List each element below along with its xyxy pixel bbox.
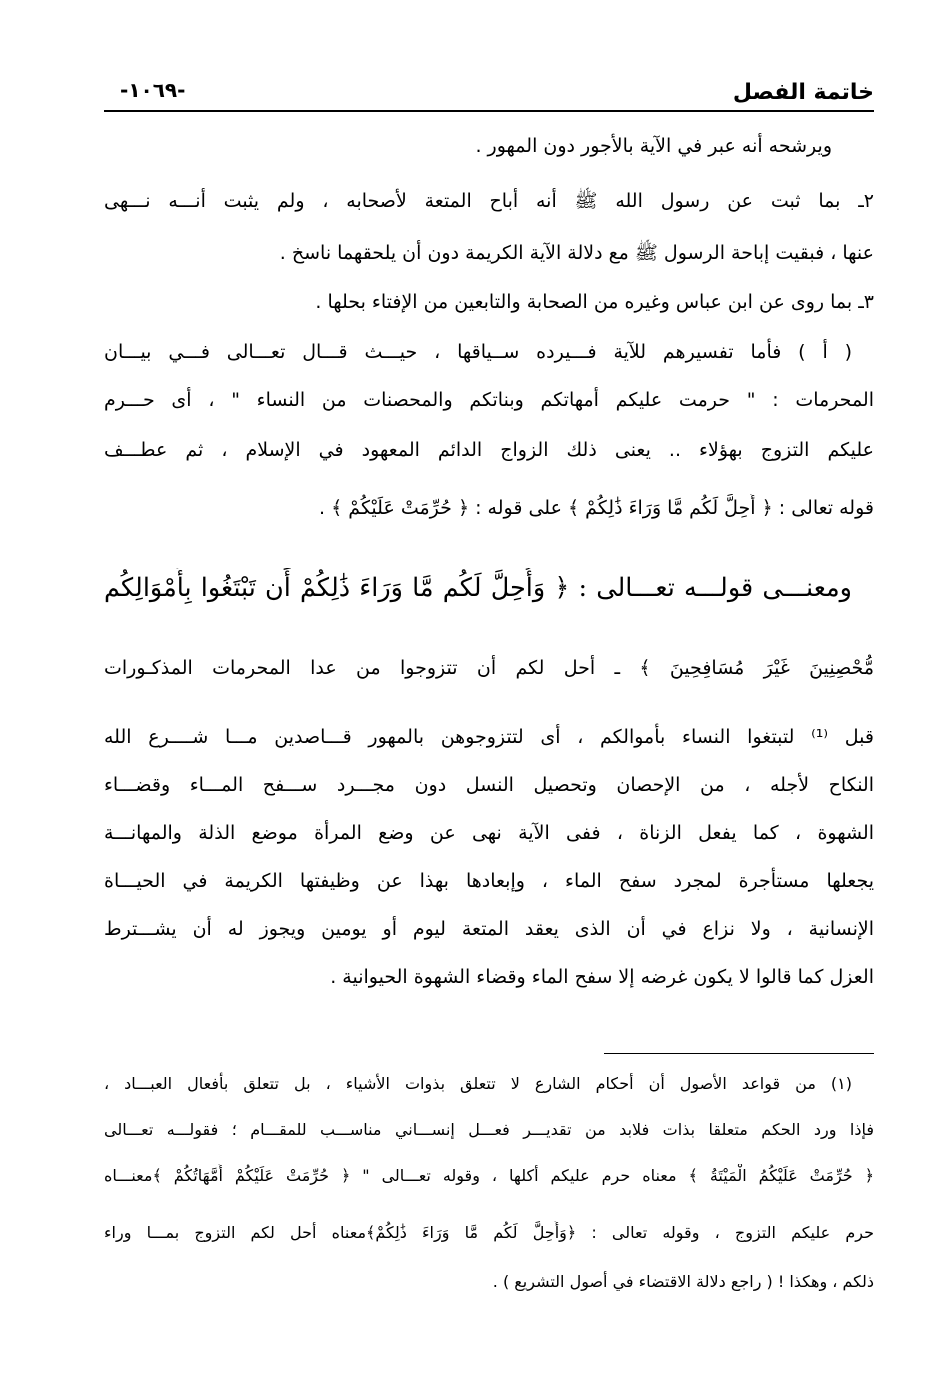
body-line: ٢ـ بما ثبت عن رسول الله ﷺ أنه أباح المتعة لأصحابه ، ولم يثبت أنـــه نـــهى bbox=[104, 190, 874, 212]
page-header bbox=[104, 74, 874, 112]
body-line: الشهوة ، كما يفعل الزناة ، ففى الآية نهى عن وضع المرأة موضع الذلة والمهانـــة bbox=[104, 822, 874, 844]
footnote-line: ﴿ حُرِّمَتْ عَلَيْكُمُ الْمَيْتَةُ ﴾ معناه حرم عليكم أكلها ، وقوله تعـــالى " ﴿ حُرِّمَتْ عَلَيْكُمْ أُمَّهَاتُكُمْ ﴾معنـــاه bbox=[104, 1166, 874, 1185]
footnote-line: حرم عليكم التزوج ، وقوله تعالى : ﴿وَأُحِلَّ لَكُم مَّا وَرَاءَ ذَٰلِكُمْ﴾معناه أحل لكم التزوج بمـــا وراء bbox=[104, 1223, 874, 1242]
body-line: عنها ، فبقيت إباحة الرسول ﷺ مع دلالة الآية الكريمة دون أن يلحقهما ناسخ . bbox=[279, 242, 874, 264]
body-line: الإنسانية ، ولا نزاع في أن الذى يعقد المتعة ليوم أو يومين ويجوز له أن يشـــترط bbox=[104, 918, 874, 940]
footnote-line: (١) من قواعد الأصول أن أحكام الشارع لا تتعلق بذوات الأشياء ، بل تتعلق بأفعال العبـــاد ، bbox=[104, 1074, 852, 1093]
body-line: العزل كما قالوا لا يكون غرضه إلا سفح الماء وقضاء الشهوة الحيوانية . bbox=[330, 966, 874, 988]
body-line: ( أ ) فأما تفسيرهم للآية فـــيرده ســياقها ، حيـــث قـــال تعـــالى فـــي بيـــان bbox=[104, 341, 852, 363]
body-line: عليكم التزوج بهؤلاء .. يعنى ذلك الزواج الدائم المعهود في الإسلام ، ثم عطـــف bbox=[104, 439, 874, 461]
page-number: -١٠٦٩- bbox=[120, 78, 186, 102]
footnote-line: فإذا ورد الحكم متعلقا بذات فلابد من تقديـــر فعـــل إنســـاني مناســـب للمقـــام ؛ فقولـــه تعـــالى bbox=[104, 1120, 874, 1139]
body-line-quran: ومعنـــى قولـــه تعـــالى : ﴿ وَأُحِلَّ لَكُم مَّا وَرَاءَ ذَٰلِكُمْ أَن تَبْتَغُوا بِأَمْوَالِكُم bbox=[104, 573, 852, 603]
body-line: المحرمات : " حرمت عليكم أمهاتكم وبناتكم والمحصنات من النساء " ، أى حـــرم bbox=[104, 389, 874, 411]
footnote-divider bbox=[604, 1053, 874, 1054]
body-line: ٣ـ بما روى عن ابن عباس وغيره من الصحابة والتابعين من الإفتاء بحلها . bbox=[315, 291, 874, 313]
chapter-title: خاتمة الفصل bbox=[732, 80, 874, 105]
body-line-quran: مُّحْصِنِينَ غَيْرَ مُسَافِحِينَ ﴾ ـ أحل لكم أن تتزوجوا من عدا المحرمات المذكـورات bbox=[104, 657, 874, 679]
body-line: قبل ⁽¹⁾ لتبتغوا النساء بأموالكم ، أى لتتزوجوهن بالمهور قـــاصدين مـــا شــــرع الله bbox=[104, 726, 874, 748]
body-line: يجعلها مستأجرة لمجرد سفح الماء ، وإبعادها بهذا عن وظيفتها الكريمة في الحيـــاة bbox=[104, 870, 874, 892]
body-line-quran: قوله تعالى : ﴿ أُحِلَّ لَكُم مَّا وَرَاءَ ذَٰلِكُمْ ﴾ على قوله : ﴿ حُرِّمَتْ عَلَيْكُمْ ﴾ . bbox=[319, 497, 874, 519]
body-line: ويرشحه أنه عبر في الآية بالأجور دون المهور . bbox=[475, 135, 832, 157]
footnote-line: ذلكم ، وهكذا ! ( راجع دلالة الاقتضاء في أصول التشريع ) . bbox=[492, 1272, 874, 1291]
body-line: النكاح لأجله ، من الإحصان وتحصيل النسل دون مجـــرد ســـفح المـــاء وقضـــاء bbox=[104, 774, 874, 796]
